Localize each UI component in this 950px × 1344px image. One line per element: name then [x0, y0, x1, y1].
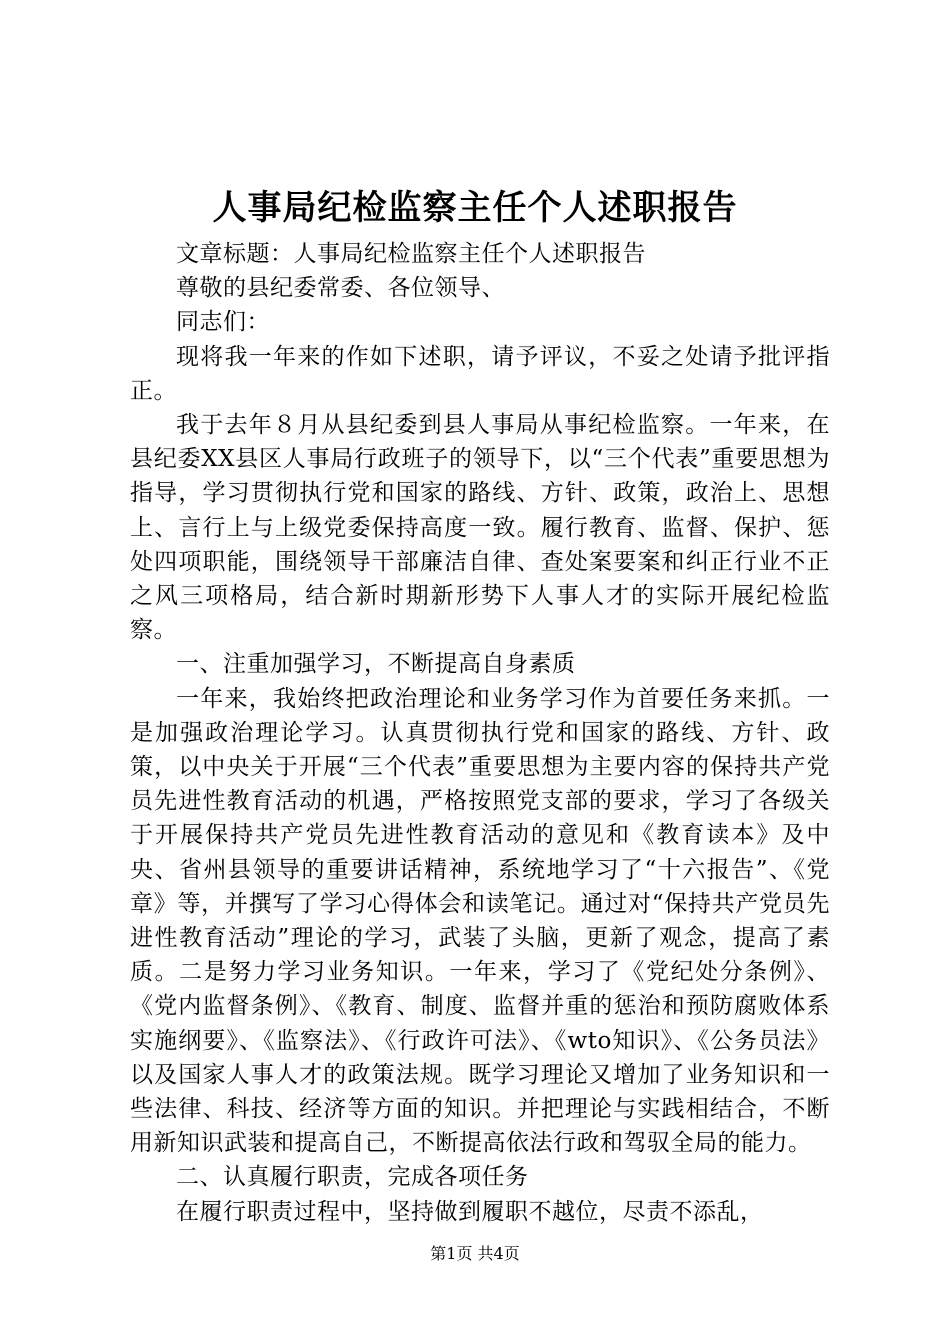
duty-paragraph: 在履行职责过程中，坚持做到履职不越位，尽责不添乱， [176, 1198, 764, 1225]
document-title: 人事局纪检监察主任个人述职报告 [212, 188, 738, 228]
study-paragraph: 一年来，我始终把政治理论和业务学习作为首要任务来抓。一是加强政治理论学习。认真贯彻执行党和国家的路线、方针、政策，以中央关于开展“三个代表”重要思想为主要内容的保持共产党员先进性教育活动的机遇，严格按照党支部的要求，学习了各级关于开展保持共产党员先进性教育活动的意见和《教育读本》及中央、省州县领导的重要讲话精神，系统地学习了“十六报告”、《党章》等，并撰写了学习心得体会和读笔记。通过对“保持共产党员先进性教育活动”理论的学习，武装了头脑，更新了观念，提高了素质。二是努力学习业务知识。一年来，学习了《党纪处分条例》、《党内监督条例》、《教育、制度、监督并重的惩治和预防腐败体系实施纲要》、《监察法》、《行政许可法》、《wto知识》、《公务员法》以及国家人事人才的政策法规。既学习理论又增加了业务知识和一些法律、科技、经济等方面的知识。并把理论与实践相结合，不断用新知识武装和提高自己，不断提高依法行政和驾驭全局的能力。 [130, 685, 830, 1157]
salutation-line-2: 同志们： [176, 309, 270, 336]
background-paragraph: 我于去年８月从县纪委到县人事局从事纪检监察。一年来，在县纪委XX县区人事局行政班子的领导下，以“三个代表”重要思想为指导，学习贯彻执行党和国家的路线、方针、政策，政治上、思想上、言行上与上级党委保持高度一致。履行教育、监督、保护、惩处四项职能，围绕领导干部廉洁自律、查处案要案和纠正行业不正之风三项格局，结合新时期新形势下人事人才的实际开展纪检监察。 [130, 412, 830, 644]
article-title-line: 文章标题：人事局纪检监察主任个人述职报告 [176, 241, 646, 267]
section-heading-1: 一、注重加强学习，不断提高自身素质 [176, 651, 576, 678]
document-body [130, 237, 830, 1229]
intro-paragraph: 现将我一年来的作如下述职，请予评议，不妥之处请予批评指正。 [130, 343, 830, 404]
page-footer: 第1页 共4页 [430, 1244, 520, 1263]
section-heading-2: 二、认真履行职责，完成各项任务 [176, 1164, 529, 1191]
salutation-line: 尊敬的县纪委常委、各位领导、 [176, 275, 505, 302]
